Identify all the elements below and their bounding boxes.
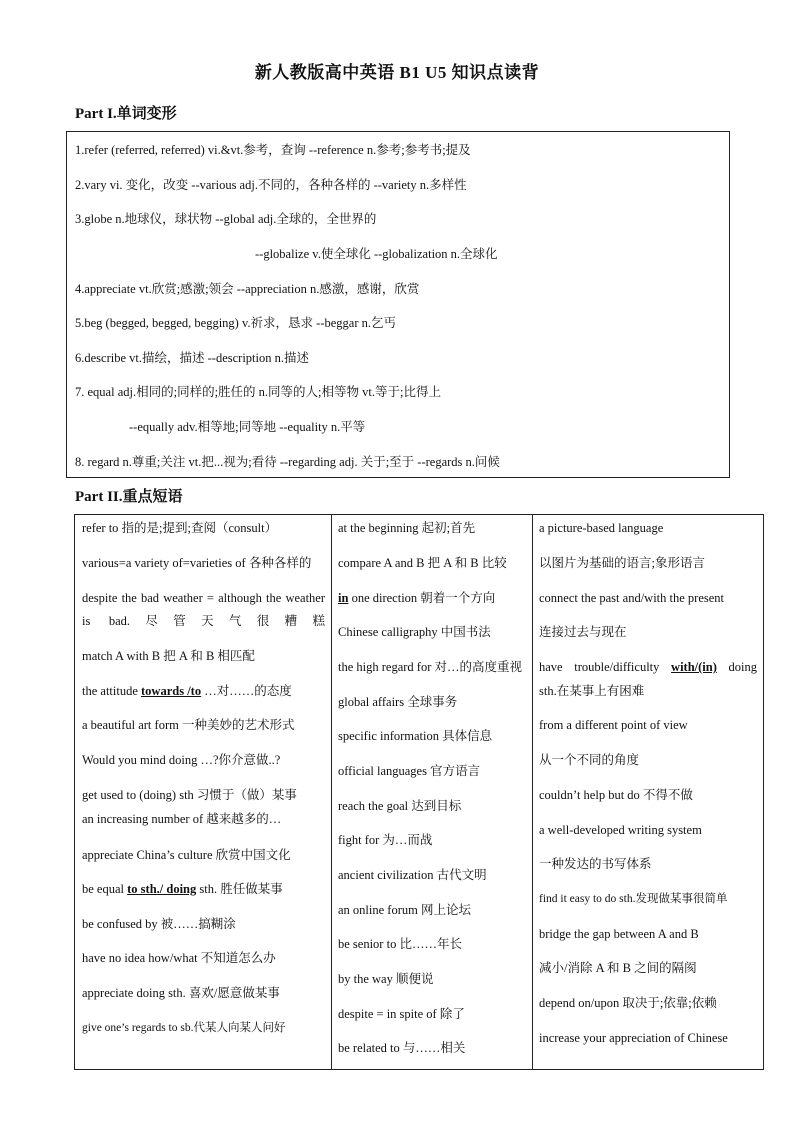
- word-line-refer: 1.refer (referred, referred) vi.&vt.参考，查询 --reference n.参考;参考书;提及: [75, 143, 471, 157]
- phrase-text: sth. 胜任做某事: [196, 882, 283, 896]
- phrase-item: a beautiful art form 一种美妙的艺术形式: [82, 718, 295, 732]
- phrase-item: at the beginning 起初;首先: [338, 521, 476, 535]
- word-line-appreciate: 4.appreciate vt.欣赏;感激;领会 --appreciation n.感激，感谢，欣赏: [75, 282, 420, 296]
- phrase-item: have no idea how/what 不知道怎么办: [82, 951, 276, 965]
- phrase-item: from a different point of view: [539, 718, 688, 732]
- phrase-item: an online forum 网上论坛: [338, 903, 471, 917]
- phrase-item: appreciate China’s culture 欣赏中国文化: [82, 848, 291, 862]
- phrase-item: reach the goal 达到目标: [338, 799, 462, 813]
- phrase-item: a picture-based language: [539, 521, 664, 535]
- phrase-item: [338, 587, 526, 610]
- phrase-text: have trouble/difficulty: [539, 660, 672, 674]
- word-line-regard: 8. regard n.尊重;关注 vt.把...视为;看待 --regarding adj. 关于;至于 --regards n.问候: [75, 455, 500, 469]
- word-line-vary: 2.vary vi. 变化，改变 --various adj.不同的，各种各样的 --variety n.多样性: [75, 178, 467, 192]
- phrase-item: ancient civilization 古代文明: [338, 868, 487, 882]
- phrase-item: [82, 680, 325, 703]
- phrase-item: find it easy to do sth.发现做某事很简单: [539, 893, 728, 905]
- phrase-item: official languages 官方语言: [338, 764, 481, 778]
- phrase-underlined: in: [338, 591, 349, 605]
- phrase-underlined: to sth./ doing: [127, 882, 197, 896]
- phrase-item: 从一个不同的角度: [539, 753, 640, 767]
- document-title: 新人教版高中英语 B1 U5 知识点读背: [254, 63, 540, 82]
- phrase-item: a well-developed writing system: [539, 823, 702, 837]
- word-line-beg: 5.beg (begged, begged, begging) v.祈求，恳求 --beggar n.乞丐: [75, 316, 396, 330]
- phrase-underlined: towards /to: [141, 684, 202, 698]
- phrase-item: various=a variety of=varieties of 各种各样的: [82, 556, 312, 570]
- phrases-column-3: [532, 515, 763, 1069]
- phrases-column-1: [75, 515, 332, 1069]
- phrase-text: the attitude: [82, 684, 142, 698]
- phrases-column-2: [331, 515, 533, 1069]
- phrase-item: match A with B 把 A 和 B 相匹配: [82, 649, 255, 663]
- phrase-item: compare A and B 把 A 和 B 比较: [338, 556, 507, 570]
- phrase-item: Chinese calligraphy 中国书法: [338, 625, 491, 639]
- phrase-item: [539, 656, 757, 679]
- phrase-item: Would you mind doing …?你介意做..?: [82, 753, 281, 767]
- phrase-item: an increasing number of 越来越多的…: [82, 812, 282, 826]
- phrase-item: 一种发达的书写体系: [539, 857, 652, 871]
- phrase-item: appreciate doing sth. 喜欢/愿意做某事: [82, 986, 280, 1000]
- phrase-item: [82, 878, 325, 901]
- word-line-equal: 7. equal adj.相同的;同样的;胜任的 n.同等的人;相等物 vt.等于;比得上: [75, 385, 441, 399]
- phrase-item: be senior to 比……年长: [338, 937, 462, 951]
- phrase-item: be confused by 被……搞糊涂: [82, 917, 236, 931]
- phrase-text: …对……的态度: [201, 684, 292, 698]
- part2-heading: Part II.重点短语: [75, 489, 183, 505]
- phrase-item: despite = in spite of 除了: [338, 1007, 465, 1021]
- phrase-item: refer to 指的是;提到;查阅（consult）: [82, 521, 278, 535]
- phrase-item: depend on/upon 取决于;依靠;依赖: [539, 996, 717, 1010]
- phrase-text: doing: [716, 660, 757, 674]
- phrase-item: give one’s regards to sb.代某人向某人问好: [82, 1022, 286, 1034]
- phrase-item: specific information 具体信息: [338, 729, 493, 743]
- part1-heading: Part I.单词变形: [75, 106, 177, 122]
- phrase-text: one direction 朝着一个方向: [348, 591, 496, 605]
- word-line-globalize: --globalize v.使全球化 --globalization n.全球化: [255, 247, 498, 261]
- phrase-item: couldn’t help but do 不得不做: [539, 788, 693, 802]
- phrase-item: 以图片为基础的语言;象形语言: [539, 556, 705, 570]
- phrase-item: sth.在某事上有困难: [539, 684, 645, 698]
- phrase-item: get used to (doing) sth 习惯于（做）某事: [82, 788, 297, 802]
- phrase-item: connect the past and/with the present: [539, 591, 725, 605]
- phrase-item: 连接过去与现在: [539, 625, 627, 639]
- phrase-item: be related to 与……相关: [338, 1041, 466, 1055]
- word-forms-box: [66, 131, 730, 478]
- phrase-item: by the way 顺便说: [338, 972, 434, 986]
- phrase-item: despite the bad weather = although the weather is bad.尽管天气很糟糕: [82, 591, 325, 628]
- word-line-equally: --equally adv.相等地;同等地 --equality n.平等: [129, 420, 366, 434]
- phrase-item: fight for 为…而战: [338, 833, 433, 847]
- word-line-globe: 3.globe n.地球仪，球状物 --global adj.全球的，全世界的: [75, 212, 377, 226]
- phrase-item: global affairs 全球事务: [338, 695, 458, 709]
- phrase-item: increase your appreciation of Chinese: [539, 1031, 728, 1045]
- phrase-item: 减小/消除 A 和 B 之间的隔阂: [539, 961, 697, 975]
- phrase-item: bridge the gap between A and B: [539, 927, 699, 941]
- phrase-item: the high regard for 对…的高度重视: [338, 660, 522, 674]
- phrases-table: [74, 514, 764, 1070]
- word-line-describe: 6.describe vt.描绘，描述 --description n.描述: [75, 351, 309, 365]
- phrase-underlined: with/(in): [671, 660, 717, 674]
- phrase-text: be equal: [82, 882, 128, 896]
